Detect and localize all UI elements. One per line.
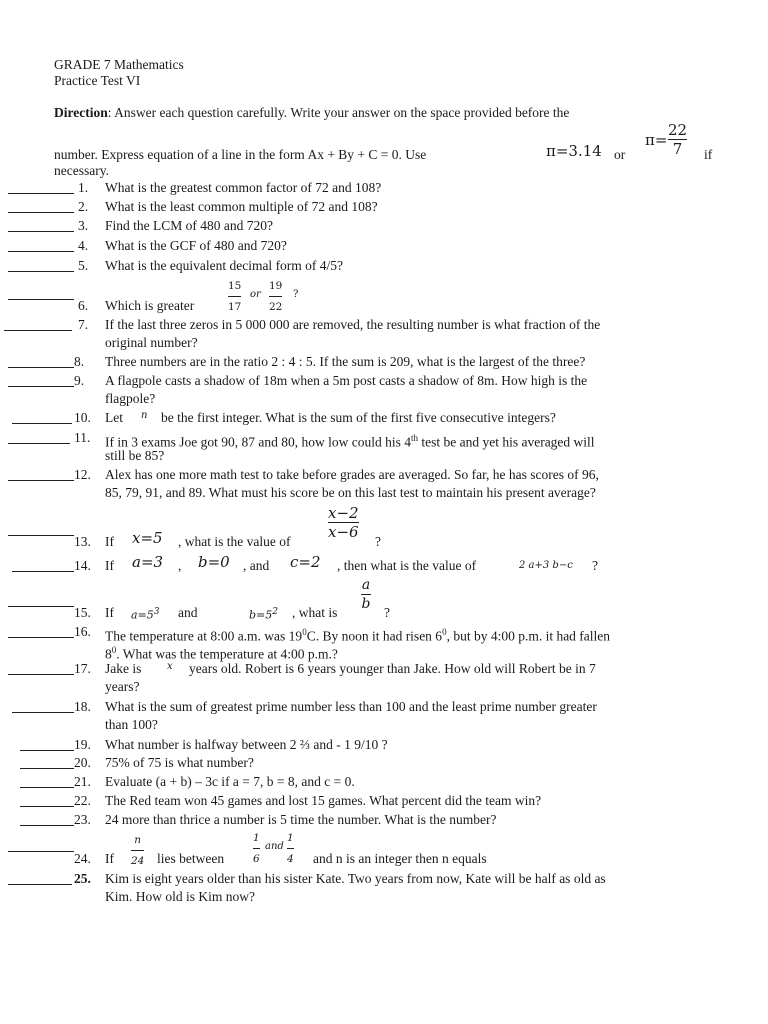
question-text-cont: 85, 79, 91, and 89. What must his score be on this last test to maintain his present average? <box>105 485 596 500</box>
and-text: and <box>178 605 198 620</box>
variable-x: x <box>167 661 173 672</box>
and-word: and <box>265 841 284 852</box>
question-text: What is the greatest common factor of 72 and 108? <box>105 180 382 195</box>
answer-blank[interactable] <box>8 386 74 387</box>
question-text: Evaluate (a + b) – 3c if a = 7, b = 8, and c = 0. <box>105 774 355 789</box>
question-number: 15. <box>74 605 91 620</box>
question-number: 8. <box>74 354 85 369</box>
question-text: If the last three zeros in 5 000 000 are removed, the resulting number is what fraction of the <box>105 317 601 332</box>
fraction-bar <box>228 296 241 297</box>
question-text-b: be the first integer. What is the sum of the first five consecutive integers? <box>161 410 556 425</box>
question-mark: ? <box>384 605 390 620</box>
question-text-b: lies between <box>157 851 225 866</box>
worksheet-subtitle: Practice Test VI <box>54 73 141 88</box>
variable-n: n <box>141 410 148 421</box>
question-mark: ? <box>375 534 381 549</box>
equation-base: a=5 <box>131 608 154 622</box>
fraction-num: x−2 <box>328 504 359 522</box>
equation-a-3: a=3 <box>132 553 164 571</box>
question-text: The Red team won 45 games and lost 15 games. What percent did the team win? <box>105 793 542 808</box>
question-text-cont: than 100? <box>105 717 158 732</box>
question-number: 23. <box>74 812 91 827</box>
direction-line-1 <box>54 104 714 122</box>
fraction-num: n <box>134 834 142 846</box>
equation-b-0: b=0 <box>198 553 230 571</box>
question-text: Find the LCM of 480 and 720? <box>105 218 273 233</box>
question-text: 75% of 75 is what number? <box>105 755 254 770</box>
direction-text-c: necessary. <box>54 163 109 178</box>
question-number: 17. <box>74 661 91 676</box>
comma: , <box>178 558 182 573</box>
question-text-cont: original number? <box>105 335 198 350</box>
degree-sup: 0 <box>302 627 307 637</box>
question-text-a: If <box>105 558 114 573</box>
direction-if: if <box>704 147 713 162</box>
equation-base: b=5 <box>249 608 273 622</box>
question-text-c: , but by 4:00 p.m. it had fallen <box>446 628 611 644</box>
question-number: 12. <box>74 467 91 482</box>
fraction-num: a <box>361 577 371 593</box>
pi-lhs: π= <box>645 131 668 149</box>
answer-blank[interactable] <box>8 884 72 885</box>
equation-x-5: x=5 <box>132 529 163 547</box>
equation-c-2: c=2 <box>290 553 321 571</box>
pi-fraction-num: 22 <box>668 121 688 139</box>
question-number: 5. <box>78 258 89 273</box>
question-text-b: test be and yet his averaged will <box>417 434 595 450</box>
fraction-1-6 <box>253 829 260 868</box>
question-text: What is the least common multiple of 72 and 108? <box>105 199 378 214</box>
question-number: 21. <box>74 774 91 789</box>
answer-blank[interactable] <box>4 330 72 331</box>
answer-blank[interactable] <box>20 750 74 751</box>
fraction-num: 15 <box>228 280 242 292</box>
answer-blank[interactable] <box>8 480 74 481</box>
question-text-c: and n is an integer then n equals <box>313 851 487 866</box>
question-text: A flagpole casts a shadow of 18m when a 5m post casts a shadow of 8m. How high is the <box>105 373 588 388</box>
fraction-a-b <box>361 576 371 613</box>
answer-blank[interactable] <box>20 825 74 826</box>
question-text: Three numbers are in the ratio 2 : 4 : 5. If the sum is 209, what is the largest of the three? <box>105 354 586 369</box>
direction-or: or <box>614 147 626 162</box>
answer-blank[interactable] <box>8 367 74 368</box>
question-text-b: , what is <box>292 605 338 620</box>
fraction-den: 4 <box>287 853 294 865</box>
question-text-a: If <box>105 534 114 549</box>
answer-blank[interactable] <box>12 571 74 572</box>
fraction-bar <box>269 296 282 297</box>
direction-text-a: : Answer each question carefully. Write your answer on the space provided before the <box>107 105 570 120</box>
question-text-a: Jake is <box>105 661 142 676</box>
answer-blank[interactable] <box>20 787 74 788</box>
answer-blank[interactable] <box>8 231 74 232</box>
fraction-num: 1 <box>287 832 294 844</box>
question-text-a: If <box>105 605 114 620</box>
answer-blank[interactable] <box>20 806 74 807</box>
fraction-den: b <box>361 596 371 612</box>
question-number: 24. <box>74 851 91 866</box>
question-text-cont-a: 8 <box>105 646 112 662</box>
fraction-19-22 <box>269 277 282 316</box>
pi-fraction <box>668 121 687 158</box>
fraction-bar <box>131 850 144 851</box>
superscript-th: th <box>410 433 418 443</box>
answer-blank[interactable] <box>8 251 74 252</box>
answer-blank[interactable] <box>8 271 74 272</box>
answer-blank[interactable] <box>8 299 74 300</box>
fraction-den: 17 <box>228 301 242 313</box>
question-text: Which is greater <box>105 298 195 313</box>
question-number: 13. <box>74 534 91 549</box>
fraction-num: 1 <box>253 832 260 844</box>
fraction-num: 19 <box>269 280 283 292</box>
question-text-b: , what is the value of <box>178 534 291 549</box>
question-text: Alex has one more math test to take before grades are averaged. So far, he has scores of 96, <box>105 467 599 482</box>
fraction-15-17 <box>228 277 241 316</box>
question-number: 20. <box>74 755 91 770</box>
question-text-a: Let <box>105 410 123 425</box>
exponent: 3 <box>153 607 160 617</box>
degree-sup: 0 <box>111 645 117 655</box>
question-number: 10. <box>74 410 91 425</box>
answer-blank[interactable] <box>8 212 74 213</box>
question-text-cont: years? <box>105 679 140 694</box>
question-number: 14. <box>74 558 91 573</box>
question-text-cont: Kim. How old is Kim now? <box>105 889 255 904</box>
question-number: 18. <box>74 699 91 714</box>
degree-sup: 0 <box>442 627 447 637</box>
question-number: 9. <box>74 373 85 388</box>
question-number: 22. <box>74 793 91 808</box>
question-text-a: If <box>105 851 114 866</box>
fraction-x2-x6 <box>328 504 359 541</box>
answer-blank[interactable] <box>8 851 74 852</box>
question-text: Kim is eight years older than his sister Kate. Two years from now, Kate will be half as old as <box>105 871 606 886</box>
expression-2a-3b-c: 2 a+3 b−c <box>519 560 573 571</box>
fraction-den: 22 <box>269 301 283 313</box>
fraction-bar <box>287 848 294 849</box>
pi-fraction-den: 7 <box>672 140 683 158</box>
question-number: 7. <box>78 317 89 332</box>
question-number: 25. <box>74 871 91 886</box>
answer-blank[interactable] <box>12 423 72 424</box>
question-number: 2. <box>78 199 89 214</box>
question-mark: ? <box>293 289 299 300</box>
worksheet-title: GRADE 7 Mathematics <box>54 57 184 72</box>
question-number: 11. <box>74 430 91 445</box>
direction-label: Direction <box>54 105 108 120</box>
answer-blank[interactable] <box>8 637 74 638</box>
answer-blank[interactable] <box>8 535 74 536</box>
question-text-cont: still be 85? <box>105 448 165 463</box>
fraction-bar <box>253 848 260 849</box>
and-text: , and <box>243 558 270 573</box>
pi-approx-decimal: π=3.14 <box>546 142 602 160</box>
question-text: What is the sum of greatest prime number less than 100 and the least prime number greater <box>105 699 597 714</box>
answer-blank[interactable] <box>8 443 70 444</box>
question-text-a: If in 3 exams Joe got 90, 87 and 80, how low could his 4 <box>105 434 411 450</box>
question-number: 4. <box>78 238 89 253</box>
question-text-b: years old. Robert is 6 years younger than Jake. How old will Robert be in 7 <box>189 661 596 676</box>
question-number: 16. <box>74 624 91 639</box>
question-text: What number is halfway between 2 ⅔ and - 1 9/10 ? <box>105 737 388 752</box>
question-text: What is the equivalent decimal form of 4/5? <box>105 258 344 273</box>
equation-a-5-cubed <box>131 603 160 625</box>
direction-text-b: number. Express equation of a line in the form Ax + By + C = 0. Use <box>54 147 427 162</box>
fraction-1-4 <box>287 829 294 868</box>
question-text-b: C. By noon it had risen 6 <box>306 628 443 644</box>
answer-blank[interactable] <box>12 712 74 713</box>
fraction-den: x−6 <box>328 523 359 541</box>
question-number: 19. <box>74 737 91 752</box>
fraction-n-24 <box>131 831 144 870</box>
question-text-cont: flagpole? <box>105 391 156 406</box>
question-number: 3. <box>78 218 89 233</box>
question-text-b: , then what is the value of <box>337 558 477 573</box>
question-text-a: The temperature at 8:00 a.m. was 19 <box>105 628 303 644</box>
answer-blank[interactable] <box>20 768 74 769</box>
question-text: 24 more than thrice a number is 5 time the number. What is the number? <box>105 812 497 827</box>
question-text: What is the GCF of 480 and 720? <box>105 238 287 253</box>
answer-blank[interactable] <box>8 606 74 607</box>
fraction-den: 24 <box>131 855 145 867</box>
answer-blank[interactable] <box>8 193 74 194</box>
question-text-cont-b: . What was the temperature at 4:00 p.m.? <box>116 646 338 662</box>
equation-b-5-squared <box>249 603 278 625</box>
exponent: 2 <box>272 607 278 617</box>
fraction-den: 6 <box>253 853 260 865</box>
question-mark: ? <box>592 558 598 573</box>
question-number: 6. <box>78 298 89 313</box>
answer-blank[interactable] <box>8 674 74 675</box>
or-word: or <box>250 289 261 300</box>
question-number: 1. <box>78 180 89 195</box>
